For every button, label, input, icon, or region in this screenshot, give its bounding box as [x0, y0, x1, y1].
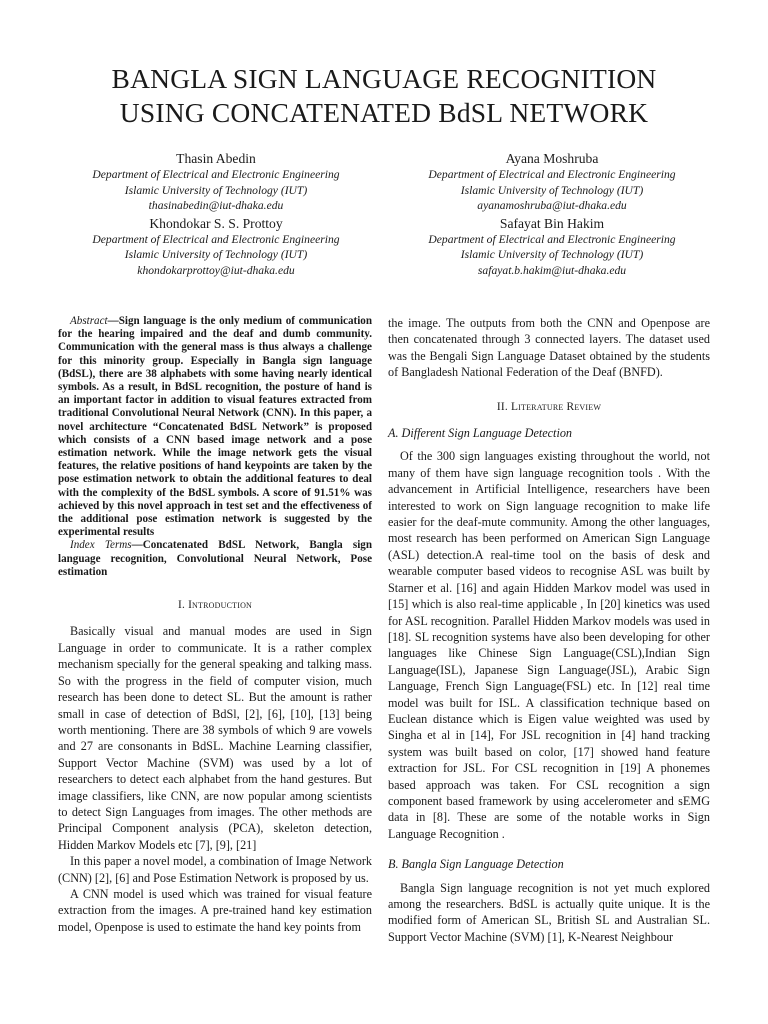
section-heading-literature-review	[388, 399, 710, 415]
author-department: Department of Electrical and Electronic Engineering	[92, 168, 340, 181]
subsection-a-paragraph: Of the 300 sign languages existing throughout the world, not many of them have sign language recognition tools . With the advancement in Artificial Intelligence, researchers have been interested to work on Sign language recognition to make life easier for the deaf-mute community. Among the other languages, most research has been performed on American Sign Language (ASL) detection.A real-time tool on the basis of desk and wearable computer based videos to recognise ASL was built by Starner et al. [16] and again Hidden Markov model was used in [15] which is also real-time applicable , In [20] kinetics was used for ASL recognition. Parallel Hidden Markov models was used in [18]. SL recognition systems have also been developing for other languages like Chinese Sign Language(CSL),Indian Sign Language(ISL), Japanese Sign Language(JSL), Arabic Sign Language, French Sign Language(FSL) etc. In [12] real time model was built for ISL. A classification technique based on Euclean distance which is Eigen value weighted was used by Singha et al in [14], For JSL recognition in [4] hand tracking system was built based on color, [17] showed hand feature extraction for JSL. For CSL recognition in [19] A phonemes based approach was taken. For CSL recognition a sign component based framework by using accelerometer and sEMG data in [8]. These are some of the notable works in Sign Language Recognition .	[388, 449, 710, 841]
author-block	[58, 150, 710, 278]
section-title: Literature Review	[510, 400, 602, 413]
abstract-text: —Sign language is the only medium of communication for the hearing impaired and the deaf and dumb community. Communication with the general mass is thus always a challenge for this minority group. Especially in Bangla sign language (BdSL), there are 38 alphabets with some having nearly identical symbols. As a result, in BdSL recognition, the posture of hand is an important factor in addition to visual features extracted from traditional Convolutional Neural Network (CNN). In this paper, a novel architecture “Concatenated BdSL Network” is proposed which consists of a CNN based image network and a pose estimation network. While the image network gets the visual features, the relative positions of hand keypoints are taken by the pose estimation network to obtain the additional features to deal with the complexity of the BdSL symbols. A score of 91.51% was achieved by this novel approach in test set and the effectiveness of the additional pose estimation network is suggested by the experimental results	[58, 315, 372, 539]
intro-paragraph-2: In this paper a novel model, a combination of Image Network (CNN) [2], [6] and Pose Estimation Network is proposed by us.	[58, 854, 372, 885]
author-institution: Islamic University of Technology (IUT)	[460, 248, 644, 261]
author-institution: Islamic University of Technology (IUT)	[124, 183, 308, 197]
paper-title	[58, 62, 710, 130]
subsection-heading-a: A. Different Sign Language Detection	[388, 426, 573, 441]
title-line-2: USING CONCATENATED BdSL NETWORK	[119, 97, 649, 128]
author-department: Department of Electrical and Electronic Engineering	[428, 232, 676, 246]
author-name: Ayana Moshruba	[505, 151, 599, 166]
author-institution: Islamic University of Technology (IUT)	[124, 248, 308, 261]
author-email[interactable]: khondokarprottoy@iut-dhaka.edu	[137, 263, 295, 277]
author-name: Safayat Bin Hakim	[499, 215, 605, 231]
author-2	[394, 150, 710, 214]
intro-paragraph-continued: the image. The outputs from both the CNN and Openpose are then concatenated through 3 connected layers. The dataset used was the Bengali Sign Language Dataset obtained by the students of Bangladesh National Federation of the Deaf (BNFD).	[388, 316, 710, 380]
section-heading-introduction	[58, 597, 372, 613]
author-email[interactable]: safayat.b.hakim@iut-dhaka.edu	[477, 263, 627, 277]
author-4	[394, 215, 710, 279]
intro-paragraph-3: A CNN model is used which was trained for visual feature extraction from the images. A pre-trained hand key estimation model, Openpose is used to estimate the hand key points from	[58, 886, 372, 934]
author-name: Thasin Abedin	[176, 151, 256, 166]
section-title: Introduction	[188, 599, 253, 612]
subsection-heading-b: B. Bangla Sign Language Detection	[388, 857, 564, 872]
subsection-b-paragraph: Bangla Sign language recognition is not yet much explored among the researchers. BdSL is actually quite unique. It is the modified form of American SL, British SL and Australian SL. Support Vector Machine (SVM) [1], K-Nearest Neighbour	[388, 880, 710, 944]
author-3	[58, 215, 374, 279]
abstract	[58, 315, 372, 579]
intro-paragraph-1: Basically visual and manual modes are used in Sign Language in order to communicate. It is a rather complex mechanism specially for the general speaking and talking mass. So with the progress in the field of computer vision, much research has been done to detect SL. But the amount is rather small in case of detection of BdSl, [2], [6], [10], [13] being worth mentioning. There are 38 symbols of which 9 are vowels and 27 are consonants in BdSL. Machine Learning classifier, Support Vector Machine (SVM) was used by a lot of researchers to detect each alphabet from the hand gestures. But image classifiers, like CNN, are now popular among scientists to detect Sign Languages from images. The other methods are Principal Component analysis (PCA), skeleton detection, Hidden Markov Models etc [7], [9], [21]	[58, 624, 372, 852]
author-institution: Islamic University of Technology (IUT)	[460, 183, 644, 197]
author-1	[58, 150, 374, 214]
author-email[interactable]: ayanamoshruba@iut-dhaka.edu	[477, 199, 627, 212]
body-columns	[58, 315, 710, 945]
section-number: I.	[177, 599, 185, 612]
section-number: II.	[496, 400, 508, 413]
index-terms-text: —Concatenated BdSL Network, Bangla sign language recognition, Convolutional Neural Network, Pose estimation	[58, 539, 372, 578]
abstract-label: Abstract	[70, 315, 108, 327]
author-department: Department of Electrical and Electronic Engineering	[92, 232, 340, 246]
index-terms-label: Index Terms	[70, 539, 132, 552]
title-line-1: BANGLA SIGN LANGUAGE RECOGNITION	[111, 63, 657, 94]
author-department: Department of Electrical and Electronic Engineering	[428, 168, 676, 181]
right-column	[388, 315, 710, 945]
left-column	[58, 315, 372, 945]
author-email[interactable]: thasinabedin@iut-dhaka.edu	[148, 199, 284, 212]
author-name: Khondokar S. S. Prottoy	[149, 215, 283, 231]
